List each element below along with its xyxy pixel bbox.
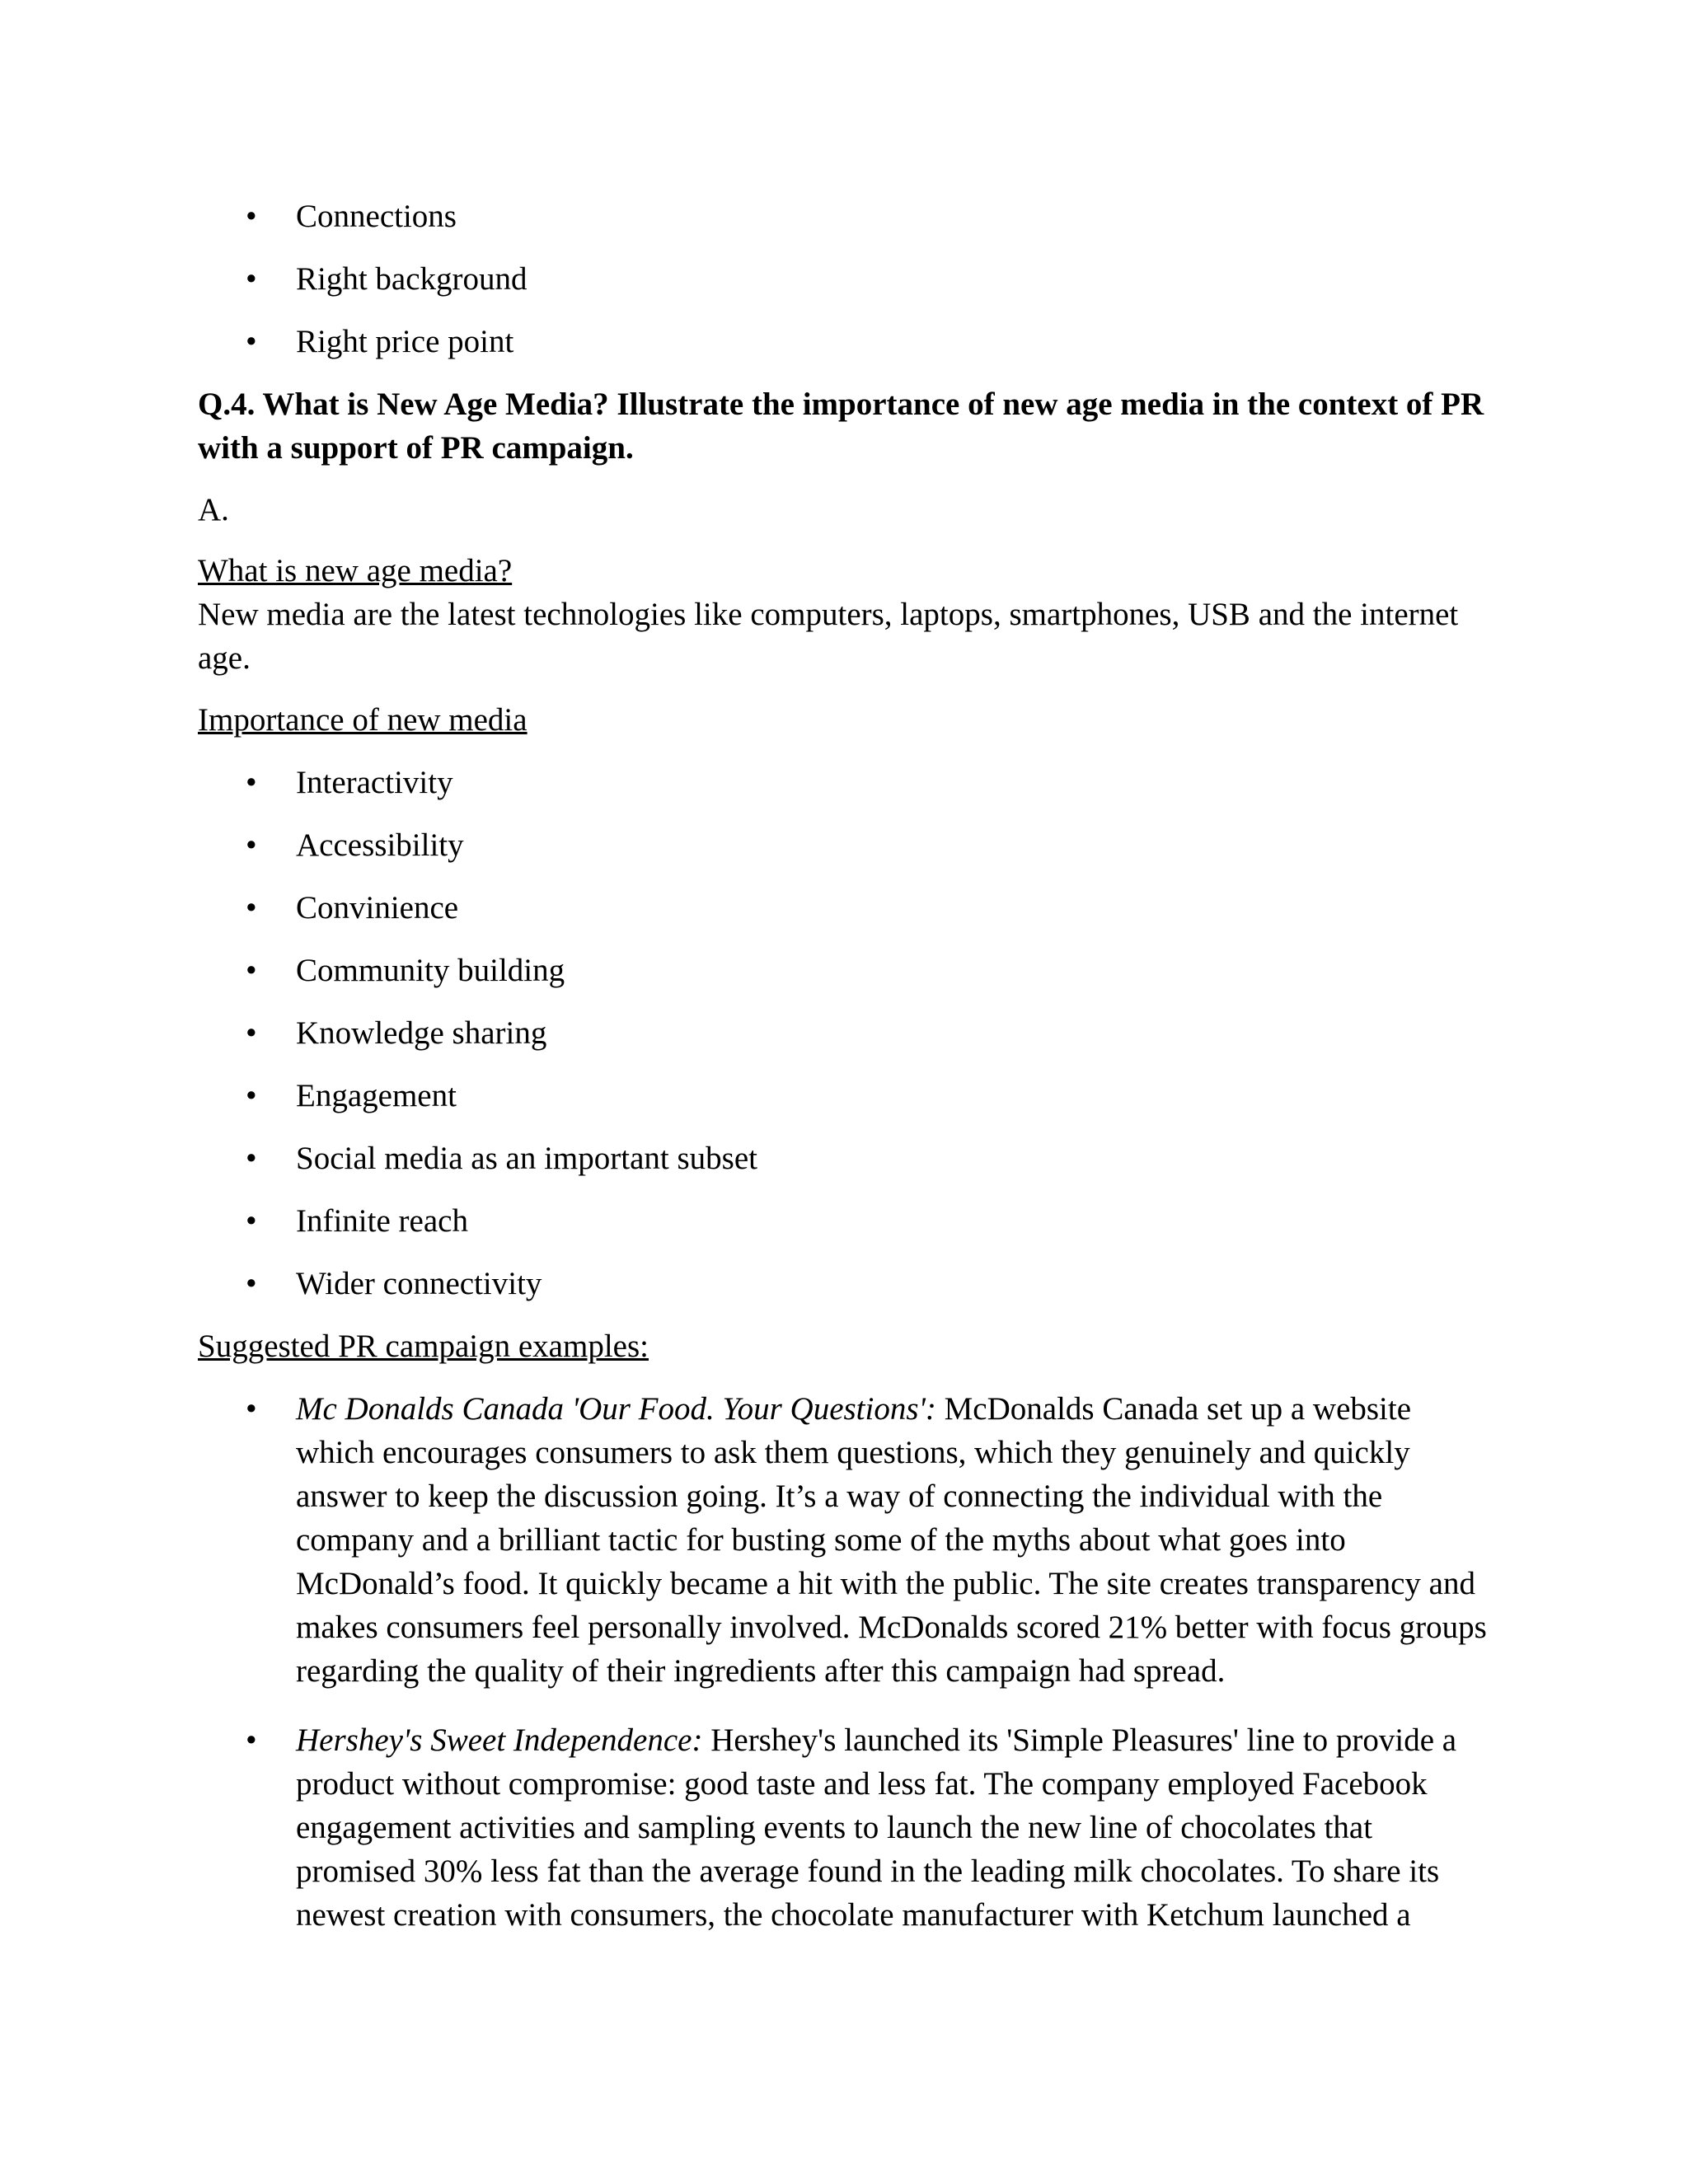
bullet-icon: • bbox=[246, 1203, 257, 1239]
section-title-importance: Importance of new media bbox=[198, 702, 528, 738]
campaign-item bbox=[198, 1387, 1492, 1693]
list-item: • Infinite reach bbox=[198, 1199, 1492, 1243]
list-item: • Social media as an important subset bbox=[198, 1137, 1492, 1180]
bullet-icon: • bbox=[246, 890, 257, 926]
bullet-icon: • bbox=[246, 953, 257, 988]
document-page bbox=[198, 194, 1492, 1962]
list-item: • Wider connectivity bbox=[198, 1262, 1492, 1305]
list-item: • Connections bbox=[198, 194, 1492, 238]
section-title-definition: What is new age media? bbox=[198, 553, 513, 588]
question-heading: Q.4. What is New Age Media? Illustrate the importance of new age media in the context of PR with a support of PR campaign. bbox=[198, 387, 1484, 466]
list-item: • Knowledge sharing bbox=[198, 1011, 1492, 1055]
bullet-icon: • bbox=[246, 1015, 257, 1051]
definition-text: New media are the latest technologies like computers, laptops, smartphones, USB and the internet age. bbox=[198, 597, 1459, 676]
list-item: • Accessibility bbox=[198, 823, 1492, 867]
bullet-icon: • bbox=[246, 1078, 257, 1113]
bullet-icon: • bbox=[246, 1722, 257, 1758]
campaign-description: Hershey's launched its 'Simple Pleasures' line to provide a product without compromise: good taste and less fat. The company employed Facebook engagement activities and sampling events to launch the new line of chocolates that promised 30% less fat than the average found in the leading milk chocolates. To share its newest creation with consumers, the chocolate manufacturer with Ketchum launched a bbox=[296, 1722, 1457, 1933]
campaign-list bbox=[198, 1387, 1492, 1937]
bullet-icon: • bbox=[246, 1141, 257, 1176]
list-item: • Engagement bbox=[198, 1074, 1492, 1118]
bullet-icon: • bbox=[246, 261, 257, 297]
bullet-icon: • bbox=[246, 1391, 257, 1427]
bullet-icon: • bbox=[246, 324, 257, 359]
list-item: • Convinience bbox=[198, 886, 1492, 930]
top-bullet-list bbox=[198, 194, 1492, 363]
campaign-description: McDonalds Canada set up a website which encourages consumers to ask them questions, which they genuinely and quickly answer to keep the discussion going. It’s a way of connecting the individual with the company and a brilliant tactic for busting some of the myths about what goes into McDonald’s food. It quickly became a hit with the public. The site creates transparency and makes consumers feel personally involved. McDonalds scored 21% better with focus groups regarding the quality of their ingredients after this campaign had spread. bbox=[296, 1391, 1487, 1689]
campaign-name: Hershey's Sweet Independence: bbox=[296, 1722, 703, 1758]
bullet-icon: • bbox=[246, 827, 257, 863]
bullet-icon: • bbox=[246, 199, 257, 234]
bullet-icon: • bbox=[246, 1266, 257, 1301]
importance-list bbox=[198, 761, 1492, 1305]
list-item: • Right price point bbox=[198, 320, 1492, 363]
bullet-icon: • bbox=[246, 765, 257, 800]
new-age-media-definition bbox=[198, 549, 1492, 680]
campaign-name: Mc Donalds Canada 'Our Food. Your Questions': bbox=[296, 1391, 936, 1427]
campaign-item bbox=[198, 1718, 1492, 1937]
list-item: • Community building bbox=[198, 949, 1492, 992]
section-title-campaigns: Suggested PR campaign examples: bbox=[198, 1329, 649, 1364]
answer-label: A. bbox=[198, 492, 229, 527]
list-item: • Interactivity bbox=[198, 761, 1492, 804]
list-item: • Right background bbox=[198, 257, 1492, 301]
